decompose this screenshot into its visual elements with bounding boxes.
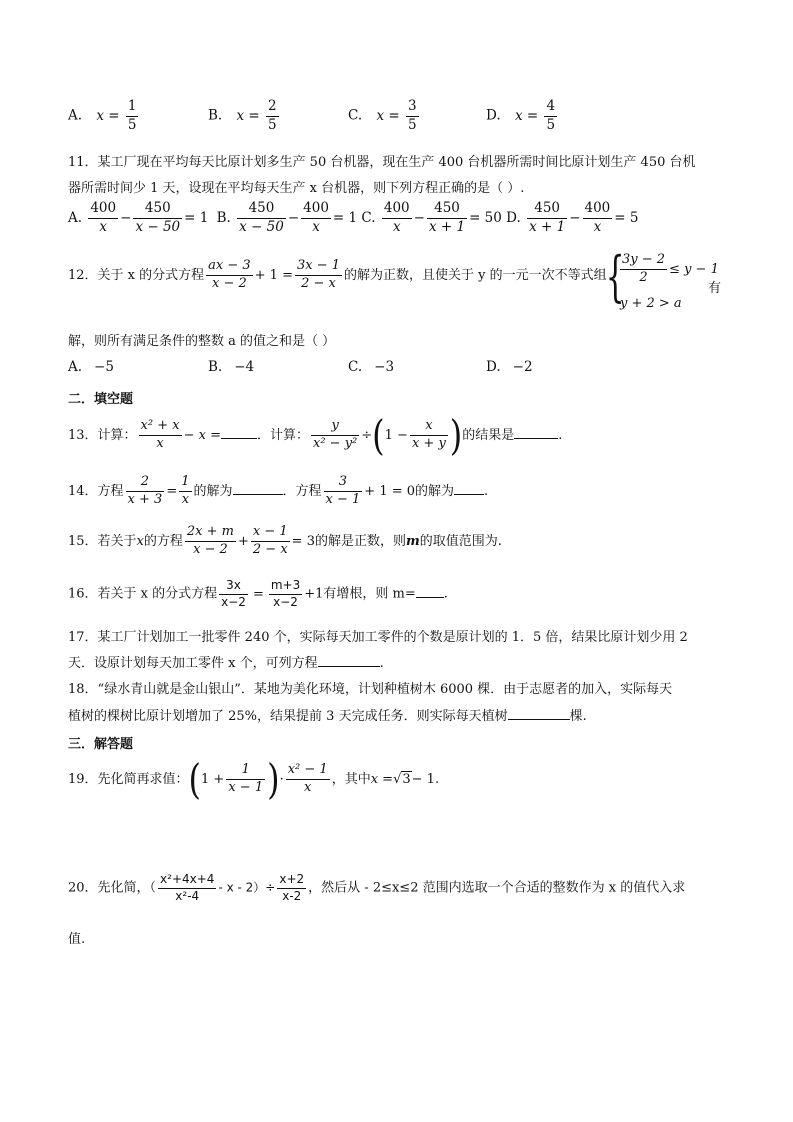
q13 <box>68 410 563 461</box>
q12-prefix: 12．关于 x 的分式方程 <box>68 267 205 283</box>
q12-suffix: 有 <box>708 281 722 296</box>
numerator: x+2 <box>277 872 306 889</box>
q12-option-d <box>486 359 533 375</box>
q15-suffix: 的解是正数，则 <box>314 533 406 549</box>
option-label: B. <box>208 107 223 124</box>
fraction <box>583 200 613 236</box>
fraction <box>527 200 567 236</box>
denominator: x²-4 <box>175 888 200 903</box>
variable: x <box>136 533 144 549</box>
fraction <box>226 762 265 797</box>
fraction <box>219 578 248 610</box>
numerator: 3 <box>406 98 419 117</box>
expression: - x - 2）÷ <box>218 880 276 895</box>
q19-mid: ，其中 <box>331 771 371 787</box>
q20-line1 <box>68 872 685 904</box>
q12-line1 <box>68 258 607 293</box>
denominator: x−2 <box>221 594 246 609</box>
answer-blank[interactable] <box>416 584 444 598</box>
numerator: 2x + m <box>185 524 236 542</box>
fraction <box>295 258 342 293</box>
fraction <box>185 524 236 559</box>
period: . <box>484 483 489 499</box>
denominator: x <box>312 218 320 235</box>
rhs: = 3 <box>291 533 315 549</box>
option-lhs: x = <box>514 107 539 124</box>
operator: − <box>413 209 425 226</box>
numerator: 3x <box>219 578 248 595</box>
period: . <box>434 771 440 787</box>
numerator: 450 <box>427 200 467 219</box>
denominator: 5 <box>268 116 277 133</box>
fraction <box>179 474 191 509</box>
q11-option-d <box>506 200 639 235</box>
left-paren: ( <box>188 754 202 805</box>
expression: x = <box>370 771 394 787</box>
numerator: 400 <box>382 200 412 219</box>
fraction <box>206 258 253 293</box>
rhs: = 50 <box>469 209 502 226</box>
q10-option-b <box>208 98 281 134</box>
rhs: = 1 <box>332 209 358 226</box>
numerator: 450 <box>133 200 182 219</box>
numerator: 1 <box>226 762 265 780</box>
denominator: 5 <box>127 116 137 133</box>
denominator: x <box>156 435 164 451</box>
fraction <box>301 200 331 236</box>
numerator: 450 <box>527 200 567 219</box>
q19-prefix: 19．先化简再求值： <box>68 771 189 787</box>
numerator: 400 <box>301 200 331 219</box>
numerator: 1 <box>126 98 139 117</box>
fraction <box>620 252 667 287</box>
q11-option-c <box>361 200 506 235</box>
numerator: 400 <box>583 200 613 219</box>
q10-option-a <box>68 98 140 134</box>
q15-prefix: 15．若关于 <box>68 533 137 549</box>
q20-suffix: ，然后从 - 2≤x≤2 范围内选取一个合适的整数作为 x 的值代入求 <box>308 880 686 896</box>
option-label: D. <box>486 359 501 375</box>
denominator: x − 50 <box>135 218 181 235</box>
denominator: x <box>304 779 312 795</box>
operator: − <box>569 209 581 226</box>
fraction <box>88 200 118 236</box>
numerator: x²+4x+4 <box>158 872 216 889</box>
denominator: 2 − x <box>252 541 288 557</box>
sqrt-sign: √ <box>393 771 402 787</box>
q14 <box>68 474 488 509</box>
denominator: x − 1 <box>228 779 264 795</box>
numerator: x² + x <box>139 418 182 436</box>
option-lhs: x = <box>236 107 260 124</box>
q18-end: 棵. <box>569 709 587 724</box>
denominator: x + 3 <box>127 491 163 507</box>
fraction <box>277 872 306 904</box>
answer-blank[interactable] <box>318 653 380 667</box>
option-value: −5 <box>94 359 114 375</box>
denominator: x <box>181 491 190 507</box>
section-heading-solve: 三．解答题 <box>68 737 134 752</box>
numerator: 4 <box>544 98 557 117</box>
option-lhs: x = <box>96 107 120 124</box>
denominator: x + 1 <box>428 218 466 235</box>
q15-end: 的取值范围为. <box>419 533 502 549</box>
q17-line2 <box>68 652 384 671</box>
q12-option-a <box>68 359 114 375</box>
fraction <box>382 200 412 236</box>
option-label: B. <box>208 359 223 375</box>
q13-mid: ．计算： <box>256 427 309 443</box>
left-paren: ( <box>372 410 385 461</box>
q11-line2: 器所需时间少 1 天，设现在平均每天生产 x 台机器，则下列方程正确的是（ ）. <box>68 181 525 196</box>
expression: 1 − <box>384 427 408 443</box>
expression: + 1 = 0 <box>364 483 416 499</box>
option-value: −2 <box>512 359 533 375</box>
fraction <box>237 200 286 236</box>
q17-line1: 17．某工厂计划加工一批零件 240 个，实际每天加工零件的个数是原计划的 1．5 倍，结果比原计划少用 2 <box>68 630 688 645</box>
equals: = <box>252 586 264 602</box>
numerator: 3y − 2 <box>620 252 667 270</box>
denominator: x − 50 <box>239 218 284 235</box>
q15-mid: 的方程 <box>143 533 183 549</box>
q11-line1: 11．某工厂现在平均每天比原计划多生产 50 台机器，现在生产 400 台机器所需时间比原计划生产 450 台机 <box>68 155 696 170</box>
q13-suffix: 的结果是 <box>462 427 515 443</box>
q11-option-b <box>216 200 362 235</box>
q14-suffix: 的解为 <box>415 483 455 499</box>
fraction <box>406 98 419 134</box>
q20-line2: 值. <box>68 932 86 947</box>
q18-line2 <box>68 705 587 724</box>
numerator: 2 <box>266 98 279 117</box>
rhs: = 1 <box>184 209 209 226</box>
option-label: D. <box>486 107 501 124</box>
numerator: x² − 1 <box>286 762 330 780</box>
expression: − 1 <box>411 771 435 787</box>
left-brace: { <box>605 245 625 308</box>
denominator: x + y <box>411 435 446 451</box>
option-label: C. <box>361 209 376 226</box>
denominator: 5 <box>407 116 417 133</box>
denominator: x + 1 <box>529 218 566 235</box>
q12-middle: 的解为正数，且使关于 y 的一元一次不等式组 <box>344 267 607 283</box>
q14-prefix: 14．方程 <box>68 483 124 499</box>
expression: − x = <box>183 427 221 443</box>
rhs: = 5 <box>614 209 639 226</box>
fraction <box>251 524 290 559</box>
operator: + 1 = <box>254 267 293 283</box>
fraction <box>286 762 330 797</box>
denominator: x − 2 <box>193 541 228 557</box>
fraction <box>158 872 216 904</box>
q12-option-b <box>208 359 254 375</box>
option-label: C. <box>348 359 363 375</box>
sqrt-radicand: 3 <box>402 771 411 787</box>
q13-prefix: 13．计算： <box>68 427 137 443</box>
denominator: x <box>392 218 401 235</box>
answer-blank[interactable] <box>221 425 257 439</box>
numerator: 400 <box>88 200 118 219</box>
answer-blank[interactable] <box>508 706 570 720</box>
option-value: −3 <box>374 359 395 375</box>
q16-suffix: 有增根，则 m= <box>323 586 416 602</box>
inequality-1 <box>618 252 719 287</box>
q10-option-c <box>348 98 421 134</box>
right-paren: ) <box>267 754 280 805</box>
numerator: 3 <box>324 474 363 492</box>
q12-line2: 解，则所有满足条件的整数 a 的值之和是（ ） <box>68 334 336 349</box>
q18-text: 植树的棵树比原计划增加了 25%，结果提前 3 天完成任务．则实际每天植树 <box>68 709 508 724</box>
equals: = <box>166 483 178 499</box>
q20-prefix: 20．先化简，（ <box>68 880 157 896</box>
numerator: 3x − 1 <box>295 258 342 276</box>
operator: − <box>287 209 300 226</box>
fraction <box>269 578 302 610</box>
fraction <box>126 98 139 134</box>
numerator: ax − 3 <box>206 258 253 276</box>
denominator: x <box>99 218 108 235</box>
q14-mid: 的解为 <box>193 483 233 499</box>
q17-text: 天．设原计划每天加工零件 x 个，可列方程 <box>68 656 318 671</box>
expression: 1 + <box>201 771 225 787</box>
period: . <box>558 427 563 443</box>
denominator: x − 2 <box>212 275 247 291</box>
fraction <box>410 418 448 453</box>
fraction <box>324 474 363 509</box>
option-label: A. <box>68 107 83 124</box>
period: . <box>443 586 448 602</box>
numerator: 450 <box>237 200 286 219</box>
denominator: x − 1 <box>325 491 361 507</box>
fraction <box>126 474 165 509</box>
numerator: 2 <box>126 474 165 492</box>
fraction <box>544 98 557 134</box>
numerator: x − 1 <box>251 524 290 542</box>
q12-option-c <box>348 359 394 375</box>
variable: m <box>405 533 420 549</box>
fraction <box>311 418 359 453</box>
option-label: B. <box>216 209 231 226</box>
denominator: x² − y² <box>313 435 358 451</box>
numerator: x <box>410 418 448 436</box>
answer-blank[interactable] <box>514 425 558 439</box>
answer-blank[interactable] <box>454 481 484 495</box>
denominator: 2 <box>639 269 648 285</box>
numerator: y <box>311 418 359 436</box>
denominator: x−2 <box>273 594 298 609</box>
fraction <box>133 200 182 236</box>
option-label: A. <box>68 209 83 226</box>
q11-option-a <box>68 200 213 235</box>
option-value: −4 <box>234 359 255 375</box>
option-lhs: x = <box>376 107 400 124</box>
fraction <box>266 98 279 134</box>
q19 <box>68 754 440 805</box>
denominator: 2 − x <box>301 275 336 291</box>
option-label: C. <box>348 107 363 124</box>
period: . <box>379 656 384 671</box>
inequality-2: y + 2 > a <box>620 296 682 311</box>
multiply-dot: · <box>279 771 284 787</box>
option-label: D. <box>506 209 521 226</box>
section-heading-fill-in: 二．填空题 <box>68 392 134 407</box>
fraction <box>427 200 467 236</box>
operator: − <box>120 209 132 226</box>
denominator: x <box>593 218 602 235</box>
right-paren: ) <box>449 410 463 461</box>
q16-prefix: 16．若关于 x 的分式方程 <box>68 586 218 602</box>
q11-options <box>68 200 638 236</box>
operator: + <box>238 533 249 549</box>
q15 <box>68 524 502 559</box>
q10-option-d <box>486 98 559 134</box>
option-label: A. <box>68 359 83 375</box>
inequality-rhs: ≤ y − 1 <box>669 261 719 277</box>
denominator: 5 <box>546 116 556 133</box>
numerator: 1 <box>179 474 191 492</box>
answer-blank[interactable] <box>233 481 283 495</box>
divide-operator: ÷ <box>361 427 373 443</box>
expression: +1 <box>304 586 324 602</box>
denominator: x-2 <box>282 888 302 903</box>
q18-line1: 18．“绿水青山就是金山银山”．某地为美化环境，计划种植树木 6000 棵．由于志愿者的加入，实际每天 <box>68 682 673 697</box>
q16 <box>68 578 448 610</box>
fraction <box>139 418 182 453</box>
q14-mid2: ．方程 <box>282 483 322 499</box>
numerator: m+3 <box>269 578 302 595</box>
